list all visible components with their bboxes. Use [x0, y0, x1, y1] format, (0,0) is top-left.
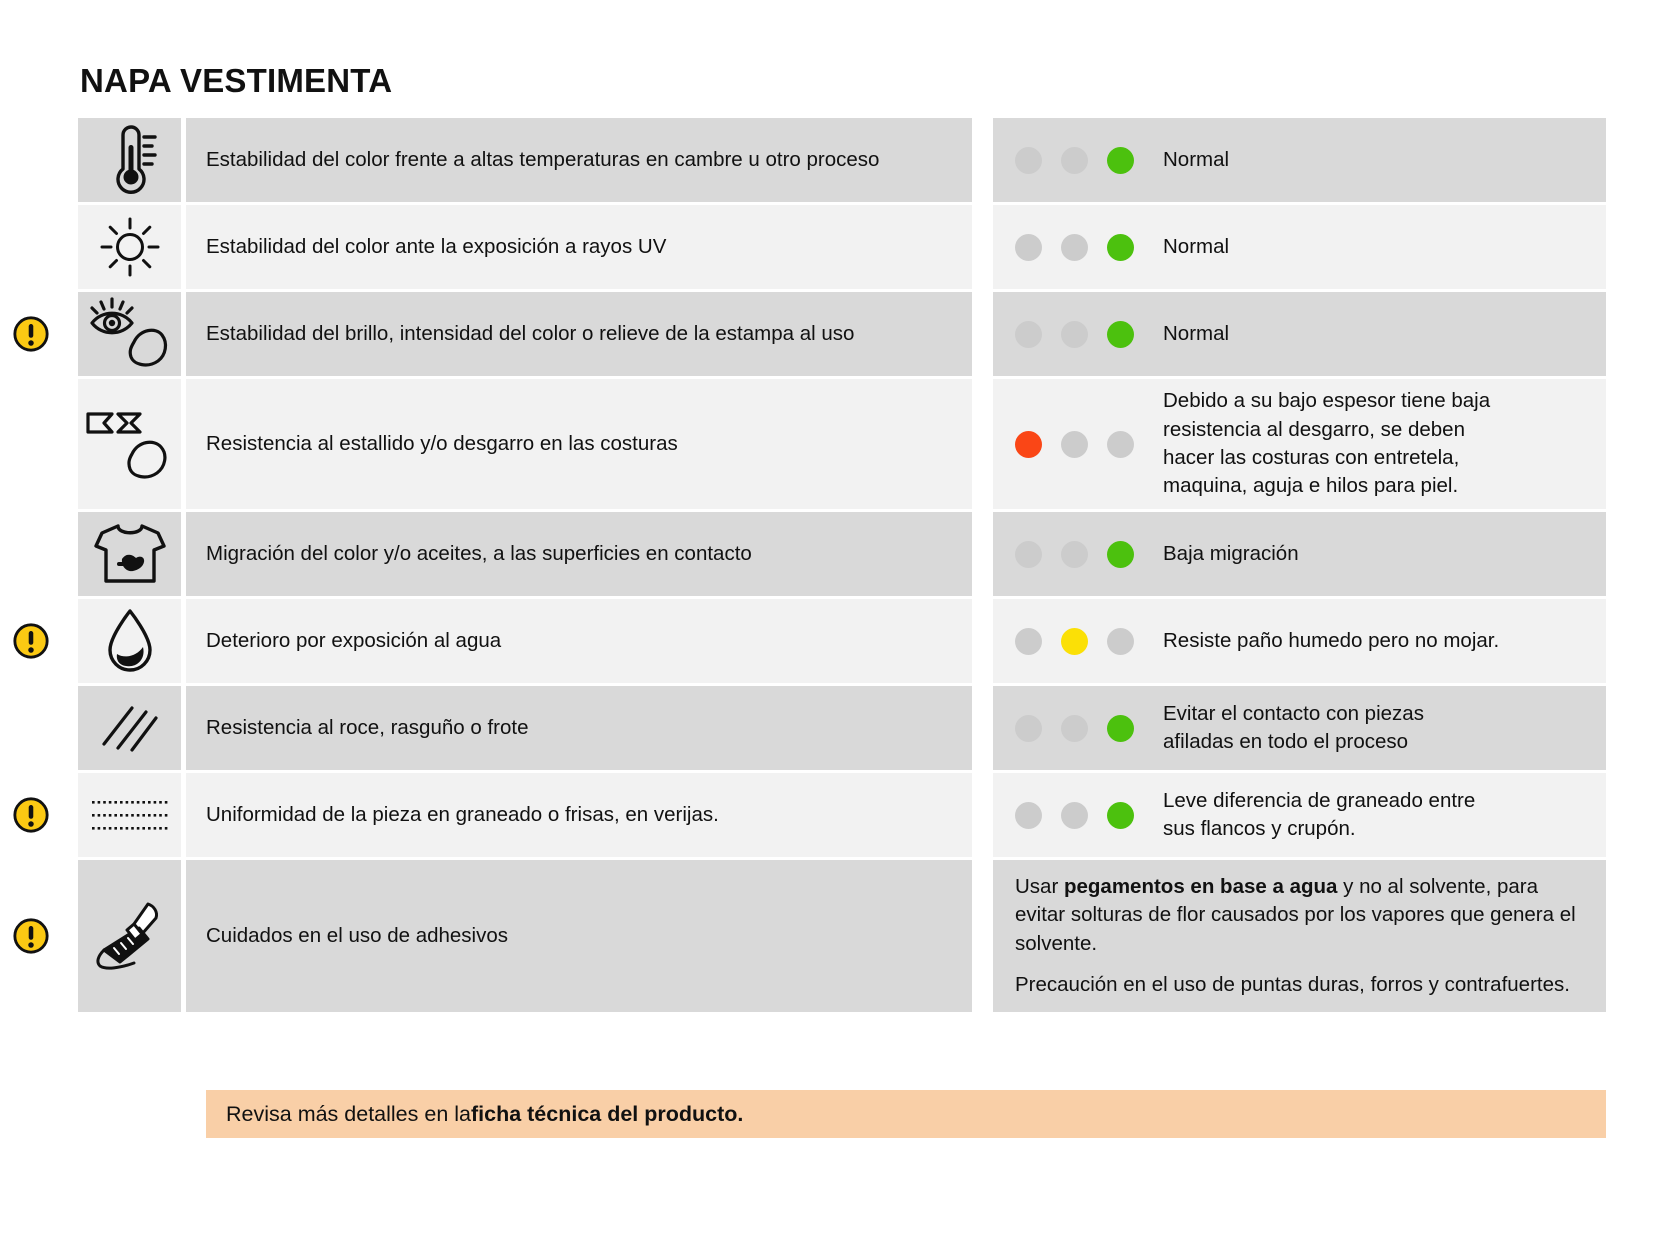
property-result-cell	[993, 205, 1606, 289]
warning-slot	[0, 379, 62, 509]
rating-dot-3	[1107, 541, 1134, 568]
result-text	[1163, 233, 1245, 261]
result-text	[1163, 320, 1245, 348]
property-result-cell	[993, 686, 1606, 770]
property-label-cell	[186, 599, 972, 683]
property-label: Resistencia al roce, rasguño o frote	[206, 716, 529, 740]
column-divider	[972, 205, 993, 289]
property-label: Deterioro por exposición al agua	[206, 629, 502, 653]
page-title: NAPA VESTIMENTA	[80, 62, 393, 99]
property-icon-cell	[78, 118, 181, 202]
property-icon-cell	[78, 773, 181, 857]
result-span: y no al solvente, para evitar solturas de flor causados por los vapores que genera el solvente.	[1015, 874, 1576, 955]
rating-dot-2	[1061, 147, 1088, 174]
property-label: Cuidados en el uso de adhesivos	[206, 924, 509, 948]
rating-dot-1	[1015, 802, 1042, 829]
rating-dots	[1015, 321, 1163, 348]
property-label-cell	[186, 686, 972, 770]
property-result-cell	[993, 379, 1606, 509]
result-line-3: hacer las costuras con entretela,	[1163, 446, 1460, 469]
result-line-1: Evitar el contacto con piezas	[1163, 701, 1424, 725]
tear-leather-icon	[84, 402, 176, 486]
rating-dot-3	[1107, 715, 1134, 742]
rating-dot-3	[1107, 802, 1134, 829]
warning-slot	[0, 205, 62, 289]
rating-dot-1	[1015, 147, 1042, 174]
property-icon-cell	[78, 292, 181, 376]
property-icon-cell	[78, 686, 181, 770]
rating-dot-2	[1061, 628, 1088, 655]
rating-dot-1	[1015, 715, 1042, 742]
footer-note	[206, 1090, 1606, 1138]
warning-slot	[0, 599, 62, 683]
property-label: Migración del color y/o aceites, a las superficies en contacto	[206, 542, 752, 566]
column-divider	[972, 512, 993, 596]
result-emphasis: pegamentos en base a agua	[1063, 874, 1338, 898]
result-text	[1163, 146, 1245, 174]
table-row	[78, 686, 1606, 770]
warning-slot	[0, 860, 62, 1012]
table-row	[78, 860, 1606, 1012]
property-result-cell	[993, 773, 1606, 857]
rating-dot-2	[1061, 715, 1088, 742]
result-line-2: afiladas en todo el proceso	[1163, 730, 1409, 753]
rating-dot-3	[1107, 628, 1134, 655]
result-text	[1015, 873, 1606, 999]
table-row	[78, 512, 1606, 596]
property-result-cell	[993, 118, 1606, 202]
property-label: Uniformidad de la pieza en graneado o frisas, en verijas.	[206, 803, 719, 827]
property-icon-cell	[78, 379, 181, 509]
column-divider	[972, 292, 993, 376]
property-label: Estabilidad del brillo, intensidad del color o relieve de la estampa al uso	[206, 322, 855, 346]
result-text	[1163, 387, 1506, 500]
table-row	[78, 205, 1606, 289]
rating-dots	[1015, 541, 1163, 568]
result-line-4: maquina, aguja e hilos para piel.	[1163, 474, 1459, 498]
rating-dot-3	[1107, 431, 1134, 458]
property-label-cell	[186, 205, 972, 289]
column-divider	[972, 118, 993, 202]
dotted-grain-icon	[89, 794, 171, 836]
properties-table	[78, 118, 1606, 1015]
thermometer-icon	[99, 125, 161, 195]
rating-dot-2	[1061, 541, 1088, 568]
water-drop-icon	[103, 606, 157, 676]
property-result-cell	[993, 512, 1606, 596]
column-divider	[972, 686, 993, 770]
rating-dot-2	[1061, 234, 1088, 261]
rating-dot-3	[1107, 234, 1134, 261]
rating-dot-1	[1015, 431, 1042, 458]
property-label-cell	[186, 773, 972, 857]
rating-dot-2	[1061, 802, 1088, 829]
rating-dots	[1015, 715, 1163, 742]
rating-dots	[1015, 431, 1163, 458]
property-icon-cell	[78, 860, 181, 1012]
warning-icon-svg	[12, 315, 50, 353]
rating-dot-2	[1061, 321, 1088, 348]
rating-dot-1	[1015, 541, 1042, 568]
result-line-1: Normal	[1163, 321, 1230, 345]
table-row	[78, 292, 1606, 376]
warning-icon-svg	[12, 622, 50, 660]
warning-icon-svg	[12, 796, 50, 834]
result-paragraph-1	[1015, 873, 1590, 958]
glue-brush-icon	[90, 900, 170, 972]
column-divider	[972, 860, 993, 1012]
column-divider	[972, 379, 993, 509]
result-text	[1163, 787, 1491, 844]
result-line-1: Leve diferencia de graneado entre	[1163, 788, 1476, 812]
property-result-cell	[993, 292, 1606, 376]
tshirt-stain-icon	[92, 521, 168, 587]
result-line-2: sus flancos y crupón.	[1163, 817, 1356, 840]
table-row	[78, 773, 1606, 857]
rating-dots	[1015, 802, 1163, 829]
table-row	[78, 379, 1606, 509]
warning-slot	[0, 292, 62, 376]
result-text	[1163, 540, 1315, 568]
warning-slot	[0, 512, 62, 596]
warning-slot	[0, 686, 62, 770]
rating-dots	[1015, 628, 1163, 655]
property-label-cell	[186, 292, 972, 376]
property-result-cell	[993, 599, 1606, 683]
result-text	[1163, 627, 1515, 655]
sun-uv-icon	[99, 216, 161, 278]
property-icon-cell	[78, 599, 181, 683]
property-icon-cell	[78, 512, 181, 596]
property-label-cell	[186, 379, 972, 509]
rating-dot-1	[1015, 321, 1042, 348]
result-line-1: Normal	[1163, 234, 1230, 258]
warning-slot	[0, 773, 62, 857]
result-span: Usar	[1015, 874, 1064, 898]
rating-dots	[1015, 147, 1163, 174]
property-label-cell	[186, 860, 972, 1012]
result-line-1: Debido a su bajo espesor tiene baja	[1163, 389, 1491, 413]
rating-dot-3	[1107, 321, 1134, 348]
result-text	[1163, 700, 1440, 757]
property-label-cell	[186, 512, 972, 596]
table-row	[78, 599, 1606, 683]
rating-dot-1	[1015, 628, 1042, 655]
warning-icon-svg	[12, 917, 50, 955]
property-label: Estabilidad del color ante la exposición a rayos UV	[206, 235, 667, 259]
property-icon-cell	[78, 205, 181, 289]
rating-dots	[1015, 234, 1163, 261]
property-result-cell	[993, 860, 1606, 1012]
footer-bold: ficha técnica del producto.	[470, 1101, 744, 1126]
result-line-2: resistencia al desgarro, se deben	[1163, 417, 1465, 441]
result-line-1: Resiste paño humedo pero no mojar.	[1163, 628, 1500, 652]
property-label: Resistencia al estallido y/o desgarro en las costuras	[206, 432, 678, 456]
eye-leather-icon	[88, 295, 172, 373]
property-label-cell	[186, 118, 972, 202]
rating-dot-2	[1061, 431, 1088, 458]
warning-slot	[0, 118, 62, 202]
column-divider	[972, 773, 993, 857]
column-divider	[972, 599, 993, 683]
scratch-lines-icon	[98, 698, 162, 758]
rating-dot-1	[1015, 234, 1042, 261]
result-line-1: Normal	[1163, 147, 1230, 171]
property-label: Estabilidad del color frente a altas temperaturas en cambre u otro proceso	[206, 148, 880, 172]
result-paragraph-2	[1015, 971, 1590, 999]
result-span: Precaución en el uso de puntas duras, forros y contrafuertes.	[1015, 972, 1570, 996]
footer-prefix: Revisa más detalles en la	[226, 1101, 471, 1126]
rating-dot-3	[1107, 147, 1134, 174]
result-line-1: Baja migración	[1163, 541, 1299, 565]
table-row	[78, 118, 1606, 202]
